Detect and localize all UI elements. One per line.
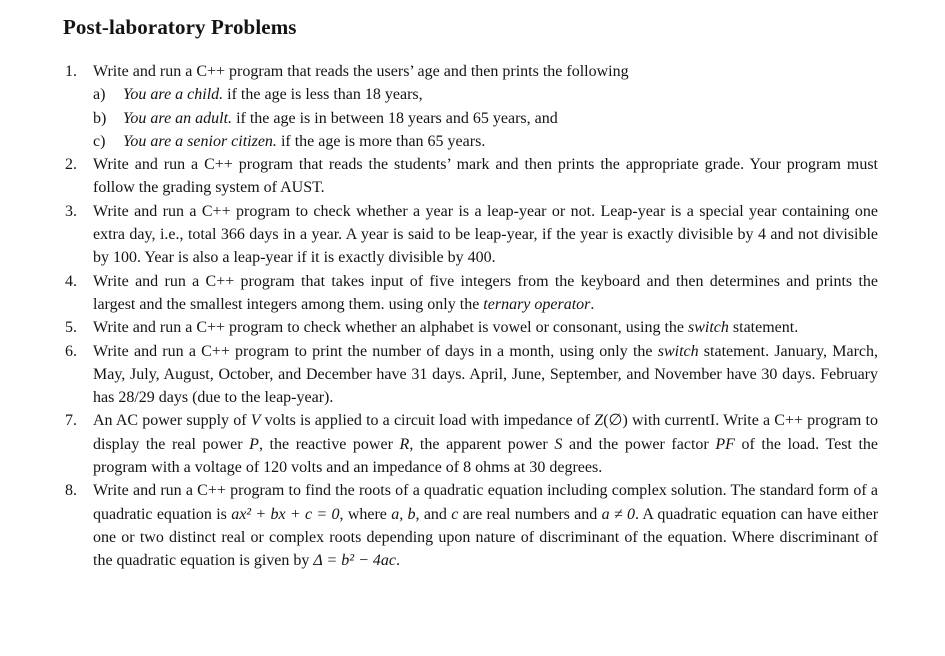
- problem-text: Write and run a C++ program that takes input of five integers from the keyboard and then determines and prints the largest and the smallest integers among them. using only the: [93, 272, 878, 313]
- problem-1: [63, 60, 878, 153]
- problem-number: 5.: [65, 319, 77, 337]
- condition-text: if the age is more than 65 years.: [276, 132, 486, 150]
- problem-text-end: statement.: [728, 319, 799, 337]
- problem-number: 4.: [65, 272, 77, 290]
- math-constant: c: [451, 505, 459, 523]
- sub-item-number: a): [93, 86, 106, 104]
- problem-text-end: statement. January, March, May, July, August, October, and December have 31 days. April, June, September, and November have 30 days. February has 28/29 days (due to the leap-year).: [93, 342, 879, 407]
- output-phrase: You are a child.: [123, 86, 224, 104]
- problem-text: with currentI. Write a C++ program to display the real power: [93, 412, 878, 453]
- output-phrase: You are an adult.: [123, 109, 233, 127]
- problem-text: volts is applied to a circuit load with impedance of: [260, 412, 595, 430]
- page-title: Post-laboratory Problems: [63, 15, 297, 39]
- output-phrase: You are a senior citizen.: [123, 132, 277, 150]
- problem-7: [63, 409, 878, 479]
- problem-text-end: of the load. Test the program with a voltage of 120 volts and an impedance of 8 ohms at 30 degrees.: [93, 435, 879, 477]
- problem-text: Write and run a C++ program that reads the students’ mark and then prints the appropriate grade. Your program must follow the grading system of AUST.: [93, 156, 878, 197]
- math-quadratic-equation: ax² + bx + c = 0: [231, 505, 340, 523]
- problem-5: [63, 316, 878, 339]
- problem-2: [63, 153, 878, 200]
- problem-4: [63, 270, 878, 317]
- problem-text: . A quadratic equation can have either one or two distinct real or complex roots depending upon nature of discriminant of the equation. Where discriminant of the quadratic equation is given by: [93, 505, 879, 570]
- emphasis-term: switch: [657, 342, 699, 360]
- problem-text: Write and run a C++ program to print the number of days in a month, using only the: [93, 342, 658, 360]
- problem-8: [63, 479, 878, 572]
- problem-number: 8.: [65, 482, 77, 500]
- problem-text: Write and run a C++ program that reads the users’ age and then prints the following: [93, 63, 629, 80]
- sub-item-c: [93, 130, 878, 153]
- problem-number: 1.: [65, 63, 77, 80]
- problem-text: Write and run a C++ program to check whether an alphabet is vowel or consonant, using the: [93, 319, 689, 337]
- problem-number: 3.: [65, 202, 77, 220]
- problem-text: An AC power supply of: [93, 412, 251, 430]
- problem-text: , the apparent power: [409, 435, 555, 453]
- problem-text: , where: [339, 505, 392, 523]
- sub-item-number: b): [93, 109, 107, 127]
- problem-text-end: .: [590, 295, 595, 313]
- problem-text: Write and run a C++ program to check whether a year is a leap-year or not. Leap-year is a special year containing one extra day, i.e., total 366 days in a year. A year is said to be leap-year, if the year is exactly divisible by 4 and not divisible by 100. Year is also a leap-year if it is exactly divisible by 400.: [93, 202, 878, 267]
- problem-text: Write and run a C++ program to find the roots of a quadratic equation including complex solution. The standard form of a quadratic equation is: [93, 482, 878, 523]
- problem-text: and the power factor: [562, 435, 716, 453]
- math-real-power: P: [249, 435, 259, 453]
- condition-text: if the age is in between 18 years and 65 years, and: [232, 109, 558, 127]
- condition-text: if the age is less than 18 years,: [223, 86, 423, 104]
- emphasis-term: ternary operator: [483, 295, 591, 313]
- problem-number: 2.: [65, 156, 77, 174]
- math-impedance: Z: [594, 412, 604, 430]
- sub-item-b: [93, 107, 878, 130]
- emphasis-term: switch: [688, 319, 729, 337]
- math-voltage: V: [250, 412, 261, 430]
- problem-text: , the reactive power: [258, 435, 400, 453]
- math-impedance-angle: (∅): [603, 412, 628, 430]
- problem-number: 6.: [65, 342, 77, 360]
- math-power-factor: PF: [715, 435, 735, 453]
- problem-text: are real numbers and: [458, 505, 602, 523]
- problem-number: 7.: [65, 412, 77, 430]
- math-coefficients: a, b,: [391, 505, 420, 523]
- problem-6: [63, 340, 878, 410]
- sub-list: [93, 83, 878, 153]
- problem-list: [63, 60, 878, 573]
- sub-item-a: [93, 83, 878, 106]
- problem-text-end: .: [395, 552, 400, 570]
- problem-3: [63, 200, 878, 270]
- math-condition: a ≠ 0: [601, 505, 635, 523]
- sub-item-number: c): [93, 132, 106, 150]
- problem-text: and: [419, 505, 452, 523]
- math-apparent-power: S: [554, 435, 563, 453]
- math-reactive-power: R: [399, 435, 410, 453]
- math-discriminant: Δ = b² − 4ac: [313, 552, 396, 570]
